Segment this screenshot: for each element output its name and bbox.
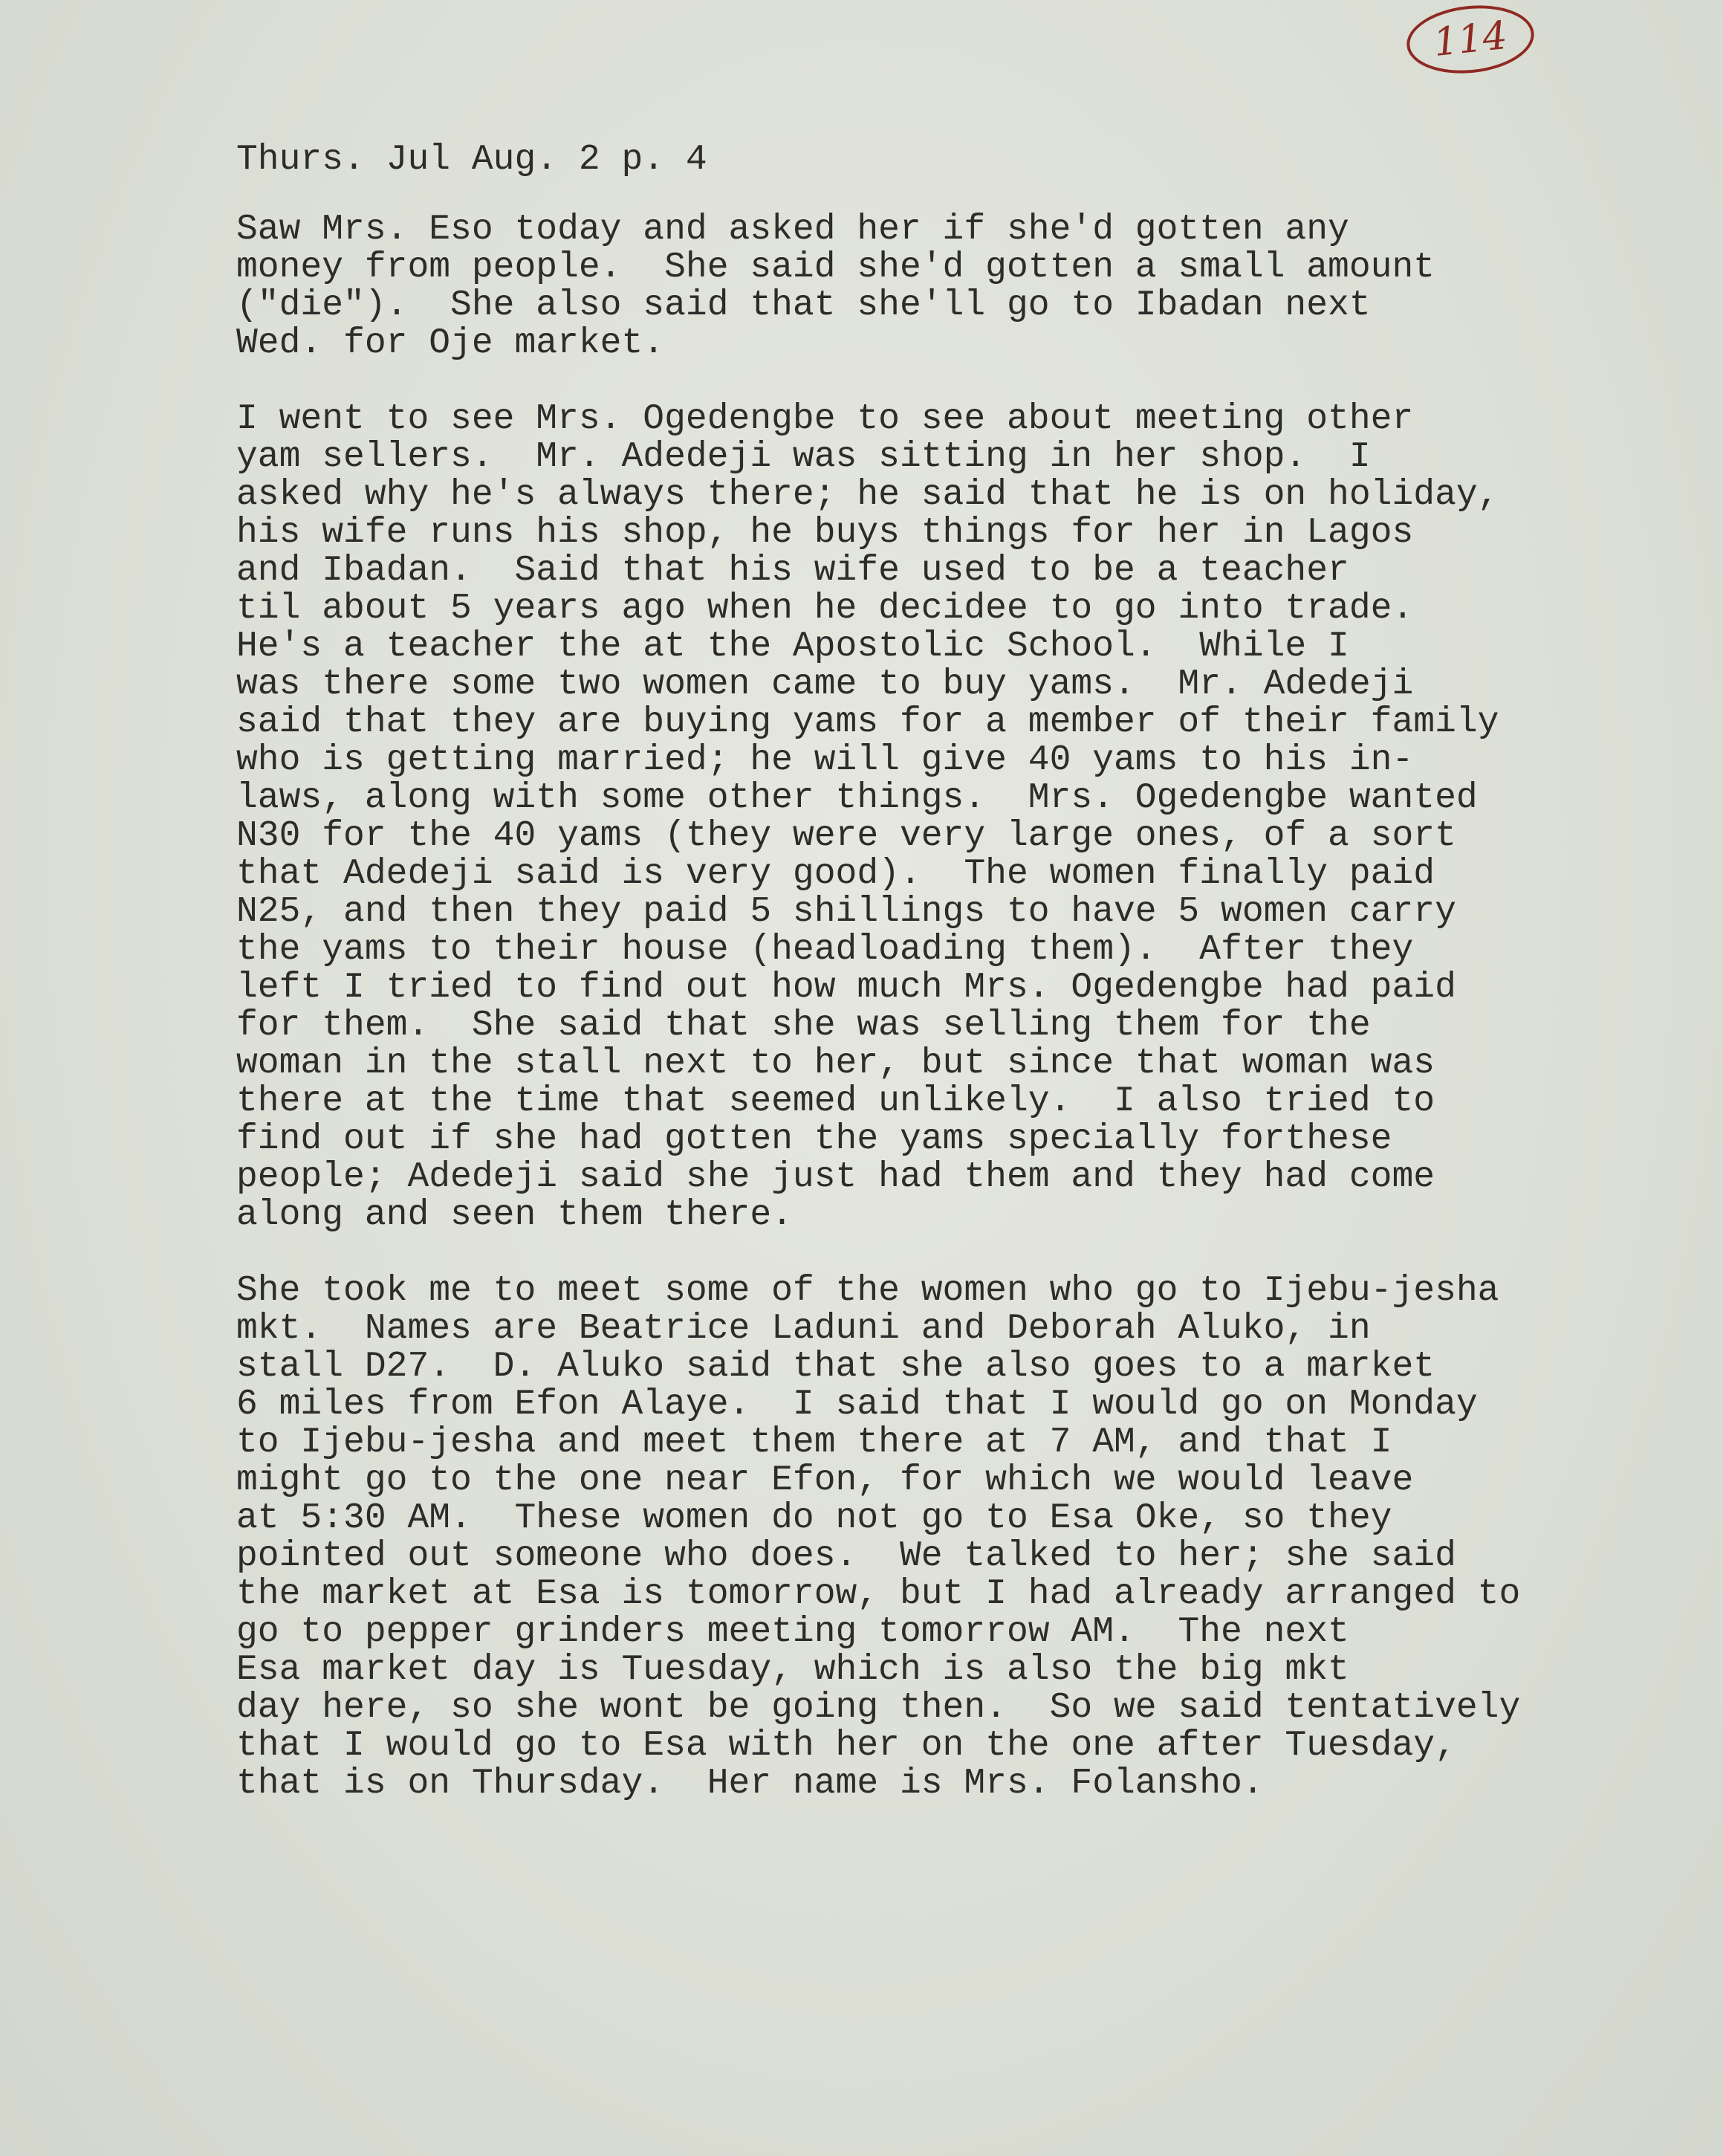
text-line: asked why he's always there; he said that he is on holiday, bbox=[236, 475, 1499, 515]
text-line: mkt. Names are Beatrice Laduni and Deborah Aluko, in bbox=[236, 1309, 1371, 1349]
date-line: Thurs. Jul Aug. 2 p. 4 bbox=[236, 140, 707, 180]
text-line: N25, and then they paid 5 shillings to have 5 women carry bbox=[236, 892, 1456, 932]
text-line: go to pepper grinders meeting tomorrow AM. The next bbox=[236, 1612, 1349, 1652]
text-line: to Ijebu-jesha and meet them there at 7 AM, and that I bbox=[236, 1422, 1392, 1463]
paragraph-3 bbox=[236, 1272, 1596, 1803]
text-line: ("die"). She also said that she'll go to Ibadan next bbox=[236, 285, 1371, 326]
text-line: for them. She said that she was selling them for the bbox=[236, 1006, 1371, 1046]
text-line: that is on Thursday. Her name is Mrs. Folansho. bbox=[236, 1764, 1264, 1804]
paragraph-2 bbox=[236, 401, 1596, 1234]
text-line: might go to the one near Efon, for which we would leave bbox=[236, 1460, 1414, 1501]
text-line: N30 for the 40 yams (they were very large ones, of a sort bbox=[236, 816, 1456, 856]
text-line: his wife runs his shop, he buys things for her in Lagos bbox=[236, 513, 1414, 553]
text-line: money from people. She said she'd gotten a small amount bbox=[236, 247, 1435, 288]
text-line: yam sellers. Mr. Adedeji was sitting in her shop. I bbox=[236, 437, 1371, 477]
text-line: was there some two women came to buy yams. Mr. Adedeji bbox=[236, 664, 1414, 705]
text-line: there at the time that seemed unlikely. I also tried to bbox=[236, 1081, 1435, 1121]
text-line: Saw Mrs. Eso today and asked her if she'd gotten any bbox=[236, 210, 1349, 250]
text-line: laws, along with some other things. Mrs. Ogedengbe wanted bbox=[236, 778, 1478, 818]
text-line: that I would go to Esa with her on the one after Tuesday, bbox=[236, 1726, 1456, 1766]
text-line: the market at Esa is tomorrow, but I had already arranged to bbox=[236, 1574, 1521, 1614]
text-line: til about 5 years ago when he decidee to go into trade. bbox=[236, 589, 1414, 629]
text-line: and Ibadan. Said that his wife used to be a teacher bbox=[236, 551, 1349, 591]
text-line: find out if she had gotten the yams specially forthese bbox=[236, 1119, 1392, 1159]
text-line: He's a teacher the at the Apostolic School. While I bbox=[236, 627, 1349, 667]
text-line: people; Adedeji said she just had them and they had come bbox=[236, 1157, 1435, 1197]
text-line: 6 miles from Efon Alaye. I said that I would go on Monday bbox=[236, 1385, 1478, 1425]
text-line: left I tried to find out how much Mrs. Ogedengbe had paid bbox=[236, 968, 1456, 1008]
text-line: I went to see Mrs. Ogedengbe to see about meeting other bbox=[236, 399, 1414, 439]
text-line: woman in the stall next to her, but since that woman was bbox=[236, 1043, 1435, 1084]
text-line: stall D27. D. Aluko said that she also goes to a market bbox=[236, 1347, 1435, 1387]
text-line: the yams to their house (headloading them). After they bbox=[236, 930, 1414, 970]
text-line: said that they are buying yams for a member of their family bbox=[236, 702, 1499, 742]
text-line: pointed out someone who does. We talked to her; she said bbox=[236, 1536, 1456, 1576]
page-number-circle: 114 bbox=[1404, 0, 1537, 80]
text-line: who is getting married; he will give 40 yams to his in- bbox=[236, 740, 1414, 780]
text-line: Esa market day is Tuesday, which is also the big mkt bbox=[236, 1650, 1349, 1690]
text-line: that Adedeji said is very good). The women finally paid bbox=[236, 854, 1435, 894]
text-line: day here, so she wont be going then. So we said tentatively bbox=[236, 1688, 1521, 1728]
text-line: at 5:30 AM. These women do not go to Esa Oke, so they bbox=[236, 1498, 1392, 1538]
document-body bbox=[236, 141, 1596, 1803]
text-line: along and seen them there. bbox=[236, 1195, 793, 1235]
paragraph-1 bbox=[236, 211, 1596, 363]
text-line: Wed. for Oje market. bbox=[236, 323, 665, 363]
text-line: She took me to meet some of the women who go to Ijebu-jesha bbox=[236, 1271, 1499, 1311]
